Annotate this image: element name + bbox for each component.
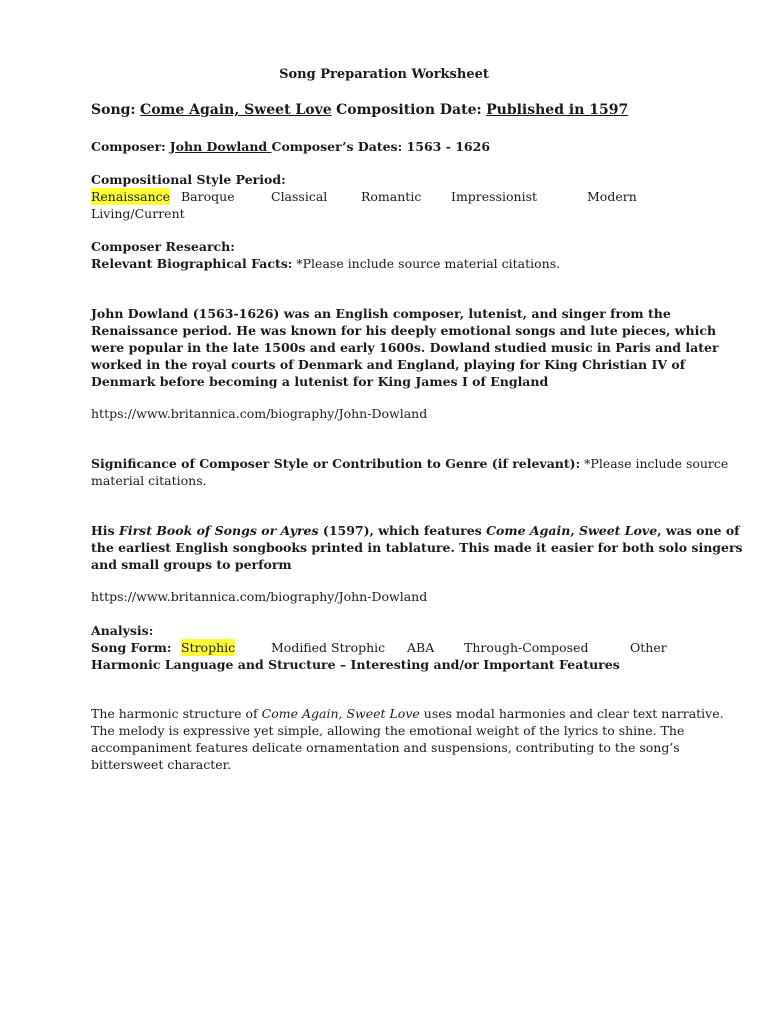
composer-name: John Dowland	[169, 139, 272, 154]
book-title: First Book of Songs or Ayres	[118, 523, 319, 538]
rest-text: , was one of	[657, 523, 740, 538]
style-option-living: Living/Current	[91, 206, 185, 221]
facts-label: Relevant Biographical Facts:	[91, 256, 293, 271]
style-period-heading: Compositional Style Period:	[91, 172, 286, 187]
his-text: His	[91, 523, 119, 538]
harmonic-heading: Harmonic Language and Structure – Interesting and/or Important Features	[91, 657, 620, 672]
composition-date: Published in 1597	[486, 102, 629, 118]
form-option-strophic: Strophic	[181, 640, 236, 655]
style-option-impressionist: Impressionist	[451, 189, 538, 204]
form-option-through-composed: Through-Composed	[464, 640, 589, 655]
significance-para-line: the earliest English songbooks printed in tablature. This made it easier for both solo singers	[91, 540, 743, 555]
para-start: The harmonic structure of	[91, 706, 262, 721]
song-label: Song:	[91, 102, 136, 118]
form-option-other: Other	[630, 640, 667, 655]
harmonic-para-line	[91, 705, 724, 722]
year-text: (1597), which features	[318, 523, 487, 538]
song-line	[91, 102, 628, 119]
page-title: Song Preparation Worksheet	[279, 67, 489, 82]
song-form-label: Song Form:	[91, 640, 172, 655]
form-option-aba: ABA	[407, 640, 435, 655]
bio-line: Denmark before becoming a lutenist for King James I of England	[91, 374, 549, 389]
composition-date-label: Composition Date:	[336, 102, 482, 118]
facts-line	[91, 255, 560, 272]
facts-note: *Please include source material citations.	[292, 256, 561, 271]
composer-line	[91, 138, 490, 155]
composer-dates: Composer’s Dates: 1563 - 1626	[271, 139, 491, 154]
bio-line: worked in the royal courts of Denmark and England, playing for King Christian IV of	[91, 357, 686, 372]
citation-link[interactable]: https://www.britannica.com/biography/John-Dowland	[91, 406, 428, 421]
significance-line	[91, 455, 728, 472]
harmonic-para-line: bittersweet character.	[91, 757, 232, 772]
song-name: Come Again, Sweet Love	[140, 102, 332, 118]
significance-para-line	[91, 522, 740, 539]
composer-label: Composer:	[91, 139, 166, 154]
song-title-ref: Come Again, Sweet Love	[486, 523, 658, 538]
harmonic-para-line: accompaniment features delicate ornamentation and suspensions, contributing to the song’s	[91, 740, 680, 755]
style-option-classical: Classical	[271, 189, 328, 204]
significance-para-line: and small groups to perform	[91, 557, 292, 572]
bio-line: John Dowland (1563-1626) was an English composer, lutenist, and singer from the	[91, 306, 671, 321]
harmonic-para-line: The melody is expressive yet simple, allowing the emotional weight of the lyrics to shine. The	[91, 723, 685, 738]
bio-line: Renaissance period. He was known for his deeply emotional songs and lute pieces, which	[91, 323, 717, 338]
style-option-romantic: Romantic	[361, 189, 422, 204]
significance-note-cont: material citations.	[91, 473, 207, 488]
citation-link[interactable]: https://www.britannica.com/biography/John-Dowland	[91, 589, 428, 604]
para-line1-end: uses modal harmonies and clear text narrative.	[419, 706, 724, 721]
style-option-modern: Modern	[587, 189, 637, 204]
form-option-modified-strophic: Modified Strophic	[271, 640, 386, 655]
research-heading: Composer Research:	[91, 239, 235, 254]
style-option-baroque: Baroque	[181, 189, 235, 204]
bio-line: were popular in the late 1500s and early 1600s. Dowland studied music in Paris and later	[91, 340, 719, 355]
significance-label: Significance of Composer Style or Contribution to Genre (if relevant):	[91, 456, 581, 471]
para-title: Come Again, Sweet Love	[261, 706, 420, 721]
style-option-renaissance: Renaissance	[91, 189, 171, 204]
significance-note: *Please include source	[580, 456, 729, 471]
analysis-heading: Analysis:	[91, 623, 154, 638]
